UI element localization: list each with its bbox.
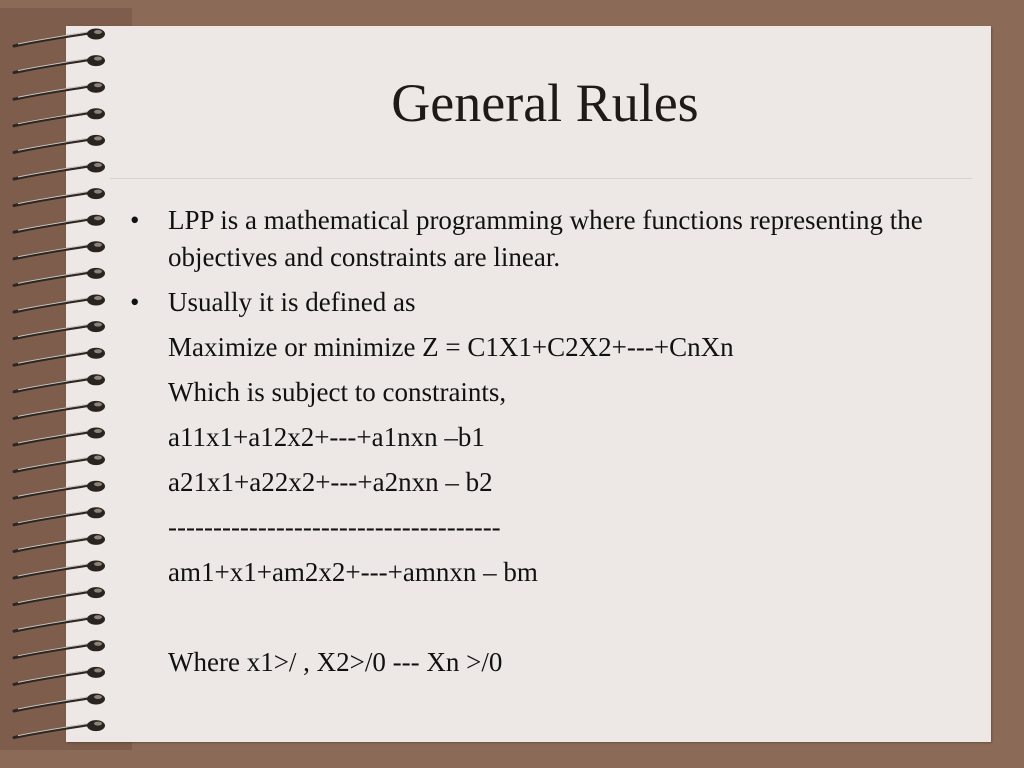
spiral-coil — [14, 82, 105, 100]
spacer — [130, 599, 950, 644]
spiral-coil — [14, 295, 105, 313]
bullet-marker: • — [130, 287, 140, 317]
slide-content — [130, 202, 950, 689]
spiral-coil — [14, 135, 105, 153]
spiral-coil — [14, 640, 105, 658]
spiral-coil — [14, 694, 105, 712]
slide-title: General Rules — [391, 73, 699, 133]
spiral-coil — [14, 29, 105, 47]
ellipsis-line: ------------------------------------- — [168, 512, 501, 542]
spiral-coil — [14, 481, 105, 499]
spiral-coil — [14, 534, 105, 552]
spiral-coil — [14, 507, 105, 525]
spiral-coil — [14, 268, 105, 286]
title-divider — [110, 178, 972, 179]
spiral-coil — [14, 162, 105, 180]
spiral-coil — [14, 428, 105, 446]
spiral-coil — [14, 720, 105, 738]
spiral-coil — [14, 374, 105, 392]
spiral-coil — [14, 321, 105, 339]
spiral-coil — [14, 561, 105, 579]
bullet-text: Usually it is defined as — [168, 287, 416, 317]
spiral-coil — [14, 348, 105, 366]
constraint-line: a11x1+a12x2+---+a1nxn –b1 — [168, 422, 485, 452]
spiral-coil — [14, 401, 105, 419]
bullet-text: LPP is a mathematical programming where functions representing the objectives and constraints are linear. — [168, 205, 923, 272]
spiral-coil — [14, 108, 105, 126]
constraint-line: am1+x1+am2x2+---+amnxn – bm — [168, 557, 538, 587]
objective-line: Maximize or minimize Z = C1X1+C2X2+---+CnXn — [168, 332, 734, 362]
spiral-coil — [14, 667, 105, 685]
bullet-item — [130, 202, 950, 276]
bullet-marker: • — [130, 205, 140, 235]
spiral-coil — [14, 241, 105, 258]
bullet-item — [130, 284, 950, 321]
constraint-heading: Which is subject to constraints, — [168, 377, 507, 407]
spiral-coil — [14, 454, 105, 472]
spiral-coil — [14, 587, 105, 605]
spiral-coil — [14, 188, 105, 206]
spiral-coil — [14, 215, 105, 233]
spiral-coil — [14, 55, 105, 73]
nonnegativity-line: Where x1>/ , X2>/0 --- Xn >/0 — [168, 647, 503, 677]
constraint-line: a21x1+a22x2+---+a2nxn – b2 — [168, 467, 493, 497]
spiral-coil — [14, 614, 105, 632]
